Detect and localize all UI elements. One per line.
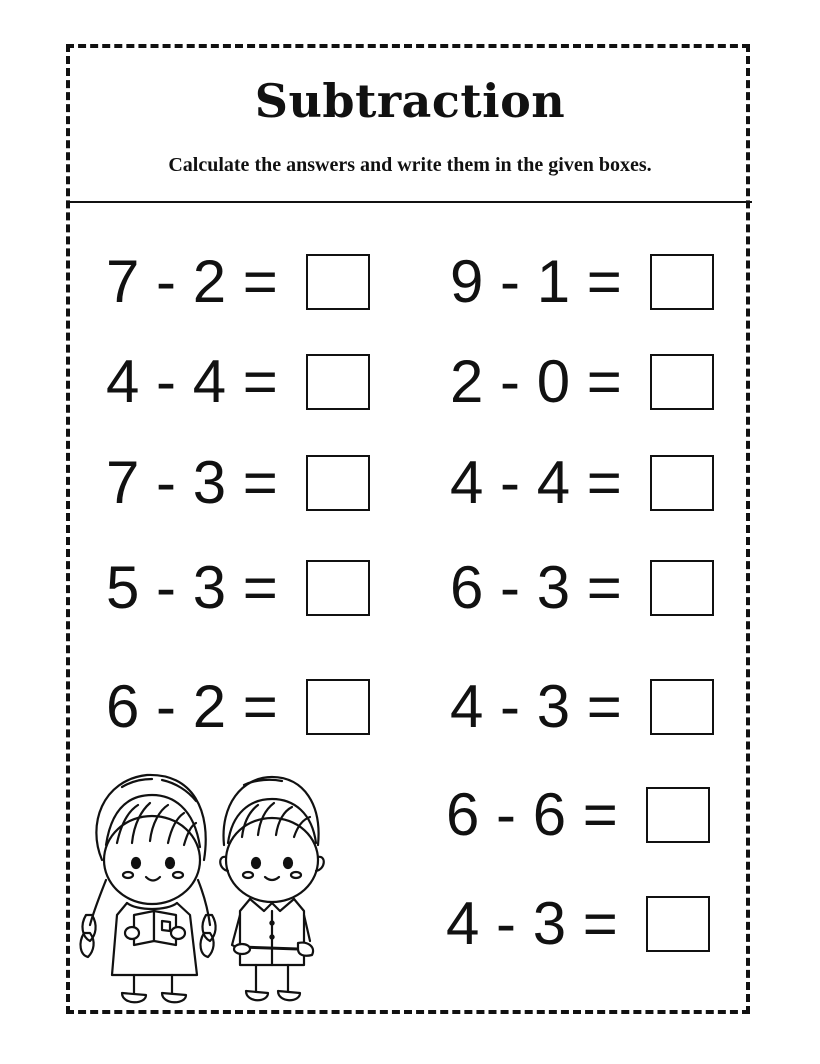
problem-expression: 6 - 6 = xyxy=(446,781,618,848)
problem-right-3 xyxy=(450,449,714,516)
answer-box[interactable] xyxy=(650,679,714,735)
problem-left-4 xyxy=(106,554,370,621)
boy-figure xyxy=(220,777,324,1000)
problem-expression: 6 - 2 = xyxy=(106,673,278,740)
problem-right-4 xyxy=(450,554,714,621)
problem-expression: 4 - 4 = xyxy=(106,348,278,415)
problem-expression: 6 - 3 = xyxy=(450,554,622,621)
answer-box[interactable] xyxy=(306,679,370,735)
answer-box[interactable] xyxy=(650,455,714,511)
problem-right-5 xyxy=(450,673,714,740)
answer-box[interactable] xyxy=(650,560,714,616)
problem-left-3 xyxy=(106,449,370,516)
answer-box[interactable] xyxy=(650,254,714,310)
answer-box[interactable] xyxy=(306,560,370,616)
problem-expression: 7 - 2 = xyxy=(106,248,278,315)
problem-left-2 xyxy=(106,348,370,415)
problem-expression: 4 - 4 = xyxy=(450,449,622,516)
answer-box[interactable] xyxy=(646,787,710,843)
two-kids-reading-illustration xyxy=(72,765,332,1015)
problem-left-5 xyxy=(106,673,370,740)
header-divider xyxy=(70,201,752,203)
problem-right-7 xyxy=(446,890,710,957)
problem-expression: 9 - 1 = xyxy=(450,248,622,315)
problem-expression: 4 - 3 = xyxy=(446,890,618,957)
problem-right-2 xyxy=(450,348,714,415)
problem-expression: 4 - 3 = xyxy=(450,673,622,740)
problem-expression: 2 - 0 = xyxy=(450,348,622,415)
problem-right-6 xyxy=(446,781,710,848)
answer-box[interactable] xyxy=(306,254,370,310)
girl-figure xyxy=(81,775,216,1002)
instructions-text: Calculate the answers and write them in the given boxes. xyxy=(168,154,652,176)
problem-expression: 7 - 3 = xyxy=(106,449,278,516)
problem-expression: 5 - 3 = xyxy=(106,554,278,621)
problem-right-1 xyxy=(450,248,714,315)
answer-box[interactable] xyxy=(306,354,370,410)
page-title: Subtraction xyxy=(254,74,566,128)
answer-box[interactable] xyxy=(650,354,714,410)
problem-left-1 xyxy=(106,248,370,315)
answer-box[interactable] xyxy=(306,455,370,511)
answer-box[interactable] xyxy=(646,896,710,952)
